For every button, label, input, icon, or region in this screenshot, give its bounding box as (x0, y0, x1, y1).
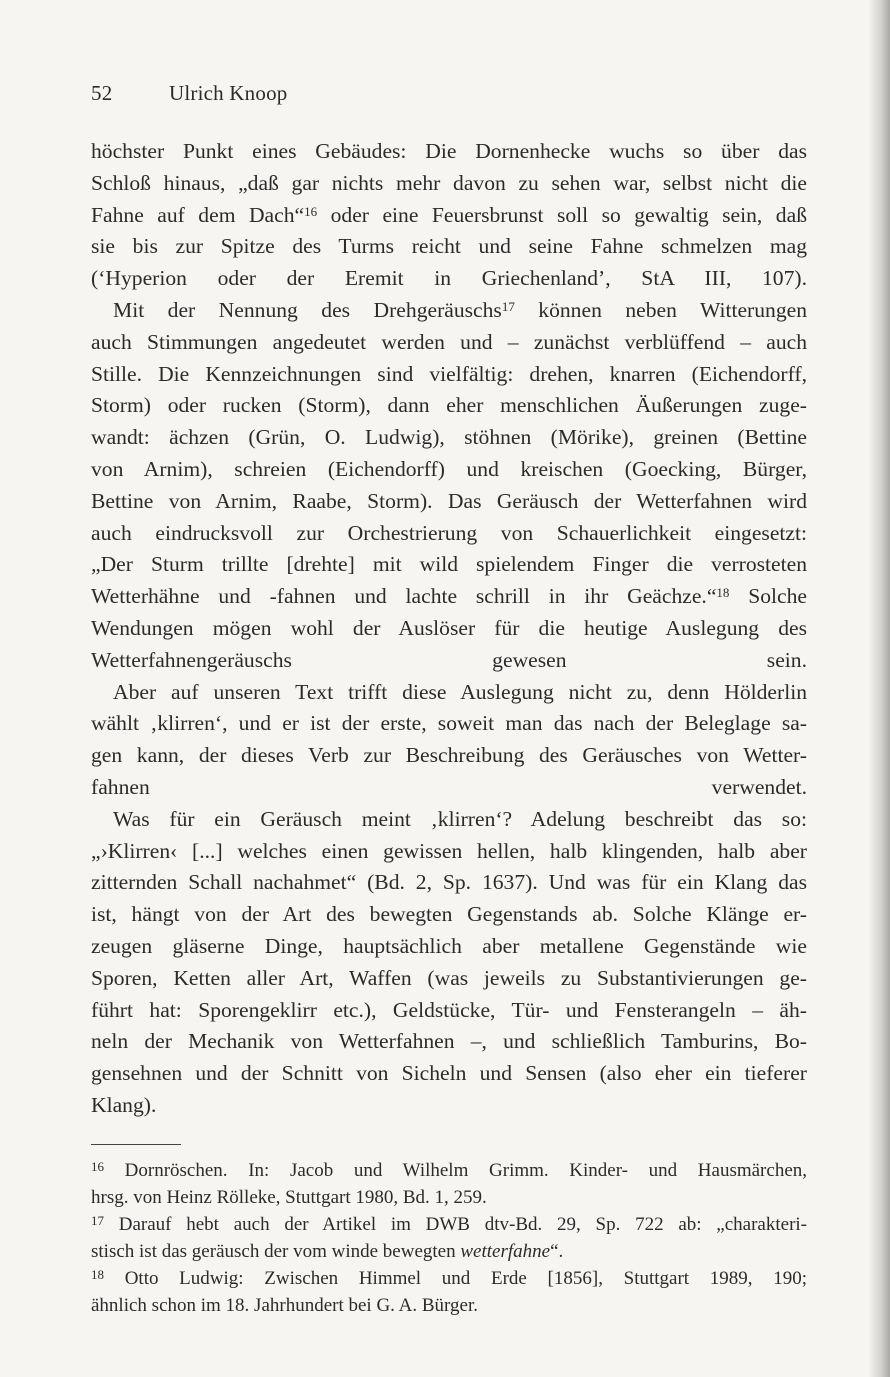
text-line: „›Klirren‹ [...] welches einen gewissen hellen, halb klingenden, halb aber (91, 838, 807, 863)
text-line: Bettine von Arnim, Raabe, Storm). Das Geräusch der Wetterfahnen wird (91, 488, 807, 513)
footnote-rule (91, 1144, 181, 1145)
running-header-author: Ulrich Knoop (169, 81, 288, 105)
text-line: Was für ein Geräusch meint ‚klirren‘? Adelung beschreibt das so: (113, 806, 807, 831)
footnote-number: 17 (91, 1212, 104, 1228)
footnote-line (91, 1238, 807, 1265)
book-page (91, 76, 807, 1319)
text-line: Wetterhähne und -fahnen und lachte schrill in ihr Geächze.“$^{18}$ Solche (91, 584, 807, 609)
text-line: „Der Sturm trillte [drehte] mit wild spielendem Finger die verrosteten (91, 552, 807, 577)
text-line: zitternden Schall nachahmet“ (Bd. 2, Sp. 1637). Und was für ein Klang das (91, 870, 807, 895)
footnote-text: Darauf hebt auch der Artikel im DWB dtv-Bd. 29, Sp. 722 ab: „charakteri- (118, 1213, 807, 1235)
footnote-line (91, 1157, 807, 1184)
text-line: wandt: ächzen (Grün, O. Ludwig), stöhnen (Mörike), greinen (Bettine (91, 425, 807, 450)
text-line: Wetterfahnengeräuschs gewesen sein. (91, 647, 807, 672)
text-line: (‘Hyperion oder der Eremit in Griechenland’, StA III, 107). (91, 266, 807, 291)
footnote-text: “. (550, 1240, 564, 1262)
footnote-line (91, 1265, 807, 1292)
text-line: Aber auf unseren Text trifft diese Auslegung nicht zu, denn Hölderlin (113, 679, 807, 704)
body-text (91, 136, 807, 1122)
paragraph (91, 136, 807, 295)
running-header (91, 76, 807, 110)
text-line: fahnen verwendet. (91, 774, 807, 799)
text-line: von Arnim), schreien (Eichendorff) und kreischen (Goecking, Bürger, (91, 456, 807, 481)
footnote (91, 1211, 807, 1265)
page-edge-shadow (868, 0, 890, 1377)
text-line: neln der Mechanik von Wetterfahnen –, und schließlich Tamburins, Bo- (91, 1029, 807, 1054)
text-line: Sporen, Ketten aller Art, Waffen (was jeweils zu Substantivierungen ge- (91, 965, 807, 990)
footnote-line: ähnlich schon im 18. Jahrhundert bei G. A. Bürger. (91, 1294, 478, 1316)
text-line: Mit der Nennung des Drehgeräuschs$^{17}$ können neben Witterungen (113, 297, 807, 322)
footnote (91, 1157, 807, 1211)
text-line: sie bis zur Spitze des Turms reicht und seine Fahne schmelzen mag (91, 234, 807, 259)
text-line: Schloß hinaus, „daß gar nichts mehr davon zu sehen war, selbst nicht die (91, 170, 807, 195)
footnote-line (91, 1211, 807, 1238)
text-line: Wendungen mögen wohl der Auslöser für die heutige Auslegung des (91, 615, 807, 640)
text-line: Fahne auf dem Dach“$^{16}$ oder eine Feuersbrunst soll so gewaltig sein, daß (91, 202, 807, 227)
text-line: führt hat: Sporengeklirr etc.), Geldstücke, Tür- und Fensterangeln – äh- (91, 997, 807, 1022)
footnote-number: 16 (91, 1158, 104, 1174)
footnote-marker: 18 (716, 585, 730, 601)
footnote-italic-term: wetterfahne (460, 1240, 551, 1262)
footnote-text: stisch ist das geräusch der vom winde bewegten (91, 1240, 461, 1262)
text-line: Stille. Die Kennzeichnungen sind vielfältig: drehen, knarren (Eichendorff, (91, 361, 807, 386)
footnote-marker: 16 (304, 203, 318, 219)
text-line: zeugen gläserne Dinge, hauptsächlich aber metallene Gegenstände wie (91, 933, 807, 958)
text-line: wählt ‚klirren‘, und er ist der erste, soweit man das nach der Beleglage sa- (91, 711, 807, 736)
footnote (91, 1265, 807, 1319)
footnotes (91, 1157, 807, 1319)
footnote-line: hrsg. von Heinz Rölleke, Stuttgart 1980, Bd. 1, 259. (91, 1186, 487, 1208)
paragraph (91, 295, 807, 677)
text-line: gen kann, der dieses Verb zur Beschreibung des Geräusches von Wetter- (91, 743, 807, 768)
text-line: auch Stimmungen angedeutet werden und – zunächst verblüffend – auch (91, 329, 807, 354)
page-number: 52 (91, 81, 113, 105)
text-line: gensehnen und der Schnitt von Sicheln und Sensen (also eher ein tieferer (91, 1061, 807, 1086)
footnote-text: Dornröschen. In: Jacob und Wilhelm Grimm. Kinder- und Hausmärchen, (124, 1159, 807, 1181)
text-line: höchster Punkt eines Gebäudes: Die Dornenhecke wuchs so über das (91, 139, 807, 163)
text-line: auch eindrucksvoll zur Orchestrierung von Schauerlichkeit eingesetzt: (91, 520, 807, 545)
paragraph (91, 804, 807, 1122)
paragraph (91, 677, 807, 804)
footnote-number: 18 (91, 1266, 104, 1282)
text-line: Storm) oder rucken (Storm), dann eher menschlichen Äußerungen zuge- (91, 393, 807, 418)
footnote-marker: 17 (501, 298, 515, 314)
text-line: ist, hängt von der Art des bewegten Gegenstands ab. Solche Klänge er- (91, 902, 807, 927)
text-line: Klang). (91, 1092, 157, 1117)
footnote-text: Otto Ludwig: Zwischen Himmel und Erde [1856], Stuttgart 1989, 190; (124, 1267, 808, 1289)
